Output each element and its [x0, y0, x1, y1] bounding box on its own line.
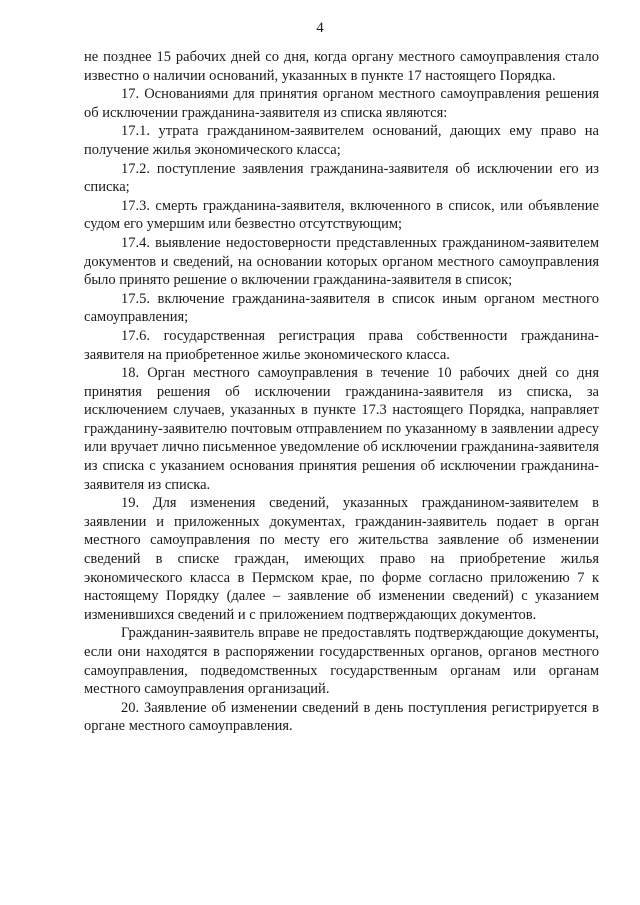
- paragraph-18: 18. Орган местного самоуправления в течение 10 рабочих дней со дня принятия решения об исключении гражданина-заявителя из списка, за исключением случаев, указанных в пункте 17.3 настоящего Порядка, направляет гражданину-заявителю почтовым отправлением по указанному в заявлении адресу или вручает лично письменное уведомление об исключении гражданина-заявителя из списка с указанием основания принятия решения об исключении гражданина-заявителя из списка.: [84, 365, 599, 493]
- paragraph-17-4: 17.4. выявление недостоверности представленных гражданином-заявителем документов и сведений, на основании которых органом местного самоуправления было принято решение о включении гражданина-заявителя в список;: [84, 234, 599, 289]
- paragraph-19: 19. Для изменения сведений, указанных гражданином-заявителем в заявлении и приложенных документах, гражданин-заявитель подает в орган местного самоуправления по месту его жительства заявление об изменении сведений в списке граждан, имеющих право на приобретение жилья экономического класса в Пермском крае, по форме согласно приложению 7 к настоящему Порядку (далее – заявление об изменении сведений) с указанием изменившихся сведений и с приложением подтверждающих документов.: [84, 495, 599, 623]
- paragraph-17-6: 17.6. государственная регистрация права собственности гражданина-заявителя на приобретенное жилье экономического класса.: [84, 327, 599, 363]
- paragraph-17-5: 17.5. включение гражданина-заявителя в список иным органом местного самоуправления;: [84, 290, 599, 326]
- paragraph-19-note: Гражданин-заявитель вправе не предоставлять подтверждающие документы, если они находятся в распоряжении государственных органов, органов местного самоуправления, подведомственных государственным органам или органам местного самоуправления организаций.: [84, 625, 599, 698]
- paragraph-17: 17. Основаниями для принятия органом местного самоуправления решения об исключении гражданина-заявителя из списка являются:: [84, 86, 599, 121]
- paragraph-17-3: 17.3. смерть гражданина-заявителя, включенного в список, или объявление судом его умершим или безвестно отсутствующим;: [84, 197, 599, 233]
- paragraph-20: 20. Заявление об изменении сведений в день поступления регистрируется в органе местного самоуправления.: [84, 699, 599, 735]
- page-number: 4: [316, 20, 324, 36]
- paragraph-17-2: 17.2. поступление заявления гражданина-заявителя об исключении его из списка;: [84, 160, 599, 196]
- document-body: [84, 48, 599, 736]
- paragraph-continuation: не позднее 15 рабочих дней со дня, когда органу местного самоуправления стало известно о наличии оснований, указанных в пункте 17 настоящего Порядка.: [84, 49, 599, 84]
- paragraph-17-1: 17.1. утрата гражданином-заявителем оснований, дающих ему право на получение жилья экономического класса;: [84, 123, 599, 158]
